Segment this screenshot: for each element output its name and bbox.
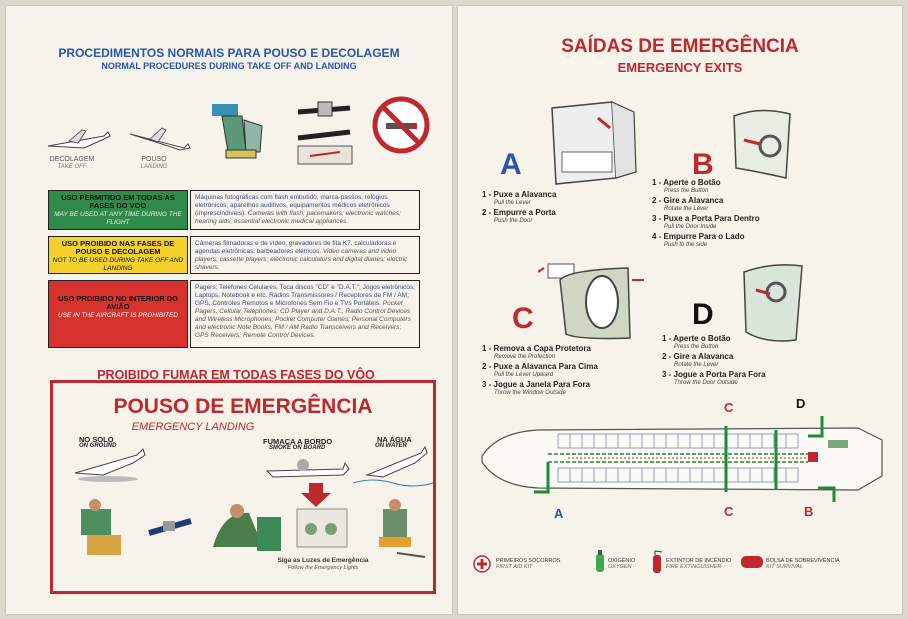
takeoff-landing-plane-icons [44,126,194,156]
on-ground-label: NO SOLO [79,435,114,444]
legend-fire-extinguisher: EXTINTOR DE INCÊNDIO FIRE EXTINGUISHER [666,558,732,570]
restricted-devices-text: Câmeras filmadoras e de vídeo, gravadores de fita K7, calculadoras e agendas eletrônicas, barbeadores elétricos. Video cameras and video players; cassette players; electronic calculators and digital diaries; electric shavers. [190,236,420,274]
exit-d-door-illustration [736,260,808,344]
landing-label-en: LANDING [140,164,168,170]
seat-upright-icon [202,96,272,166]
emergency-landing-box [50,380,436,594]
cabin-layout-diagram [478,406,888,516]
seatbelt-fastened-icon [149,521,191,533]
map-label-a: A [554,506,564,521]
water-plane-icon [353,447,433,486]
exit-b-letter: B [692,148,714,181]
landing-plane-icon [130,128,190,150]
exit-c-letter: C [512,302,534,335]
restricted-label: USO PROIBIDO NAS FASES DE POUSO E DECOLAGEM NOT TO BE USED DURING TAKE OFF AND LANDING [48,236,188,274]
on-water-label-en: ON WATER [375,443,407,449]
legend-survival-kit: BOLSA DE SOBREVIVÊNCIA KIT SURVIVAL [766,558,840,570]
exit-c-window-illustration [538,258,648,344]
smoke-label: FUMAÇA A BORDO [263,437,333,446]
emergency-landing-title: POUSO DE EMERGÊNCIA [113,395,373,418]
map-label-c-top: C [724,400,734,415]
prohibited-devices-text: Pagers; Telefones Celulares, Toca discos "CD" e "D.A.T.", Jogos eletrônicos; Laptops, Notebook e etc. Rádios Transmissores / Receptores de FM / AM; GPS, Controles Remotos e Microfones Sem Fio e TVs Portáteis. Pocket Pagers, Cellular Telephones; CD Player and D.A.T., Radio Control Devices and Wireless Microphones; Pocket Computer Games; Personal Computers and electronic Note Books, FM / AM Radio Transceivers and Receivers; GPS Receivers, Remote Control Devices. [190,280,420,348]
smoke-label-en: SMOKE ON BOARD [269,445,326,451]
map-label-b: B [804,504,814,519]
left-page [6,6,452,614]
brace-position-icon [81,499,121,555]
normal-procedures-title-pt: PROCEDIMENTOS NORMAIS PARA POUSO E DECOLAGEM [58,46,400,60]
map-label-c-bottom: C [724,504,734,519]
normal-procedures-title-en: NORMAL PROCEDURES DURING TAKE OFF AND LANDING [101,61,357,71]
passenger-brace-icon [213,504,281,551]
follow-lights-text: Siga as Luzes de Emergência [277,557,369,564]
takeoff-label-en: TAKE OFF [57,164,87,170]
prohibited-label: USO PROIBIDO NO INTERIOR DO AVIÃO USE IN THE AIRCRAFT IS PROHIBITED [48,280,188,348]
no-smoking-icon [372,96,430,154]
on-ground-label-en: ON GROUND [79,443,117,449]
smoke-plane-icon [267,459,349,477]
legend-first-aid: PRIMEIROS SOCORROS FIRST AID KIT [496,558,561,570]
allowed-devices-text: Máquinas fotográficas com flash embutido, marca-passos, relógios eletrônicos; aparelhos auditivos, equipamentos médicos eletrônicos (imprescindíveis). Cameras with flash; pacemakers; electronic watches; hearing aids; essential electronic medical appliances. [190,190,420,230]
emergency-landing-illustrations [53,383,433,591]
emergency-landing-subtitle: EMERGENCY LANDING [131,421,255,433]
exit-b-instructions: 1 - Aperte o Botão Press the Button 2 - Gire a Alavanca Rotate the Lever 3 - Puxe a Porta Para Dentro Pull the Door Inside 4 - Empurre Para o Lado Push to the side [652,178,760,248]
map-label-d: D [796,396,806,411]
exit-b-door-illustration [720,102,800,182]
emergency-exits-title: SAÍDAS DE EMERGÊNCIA [561,36,799,57]
emergency-exits-subtitle: EMERGENCY EXITS [617,60,743,75]
fire-extinguisher-icon [650,550,664,574]
on-water-label: NA ÁGUA [377,435,412,444]
ground-plane-icon [75,449,145,482]
seatbelt-icon [290,92,360,168]
no-smoking-notice: PROIBIDO FUMAR EM TODAS FASES DO VÔO [97,368,375,382]
takeoff-plane-icon [48,130,110,148]
exit-a-door-illustration [542,98,644,188]
exit-a-instructions: 1 - Puxe a Alavanca Pull the Lever 2 - Empurre a Porta Push the Door [482,190,557,224]
first-aid-icon [472,554,492,574]
exit-d-letter: D [692,298,714,331]
survival-kit-icon [740,554,764,570]
exit-c-instructions: 1 - Remova a Capa Protetora Remove the Protection 2 - Puxe a Alavanca Para Cima Pull the Lever Upward 3 - Jogue a Janela Para Fora Throw the Window Outside [482,344,598,396]
exit-a-letter: A [500,148,522,181]
smoke-arrows-icon [297,483,347,547]
life-vest-icon [379,499,425,557]
landing-label: POUSO [141,156,167,163]
exit-d-instructions: 1 - Aperte o Botão Press the Button 2 - Gire a Alavanca Rotate the Lever 3 - Jogue a Porta Para Fora Throw the Door Outside [662,334,766,386]
allowed-label: USO PERMITIDO EM TODAS AS FASES DO VOO MAY BE USED AT ANY TIME DURING THE FLIGHT [48,190,188,230]
follow-lights-text-en: Follow the Emergency Lights [287,565,359,571]
oxygen-icon [594,550,606,574]
right-page [458,6,902,614]
takeoff-label: DECOLAGEM [49,156,95,163]
legend-oxygen: OXIGÊNIO OXYGEN [608,558,636,570]
